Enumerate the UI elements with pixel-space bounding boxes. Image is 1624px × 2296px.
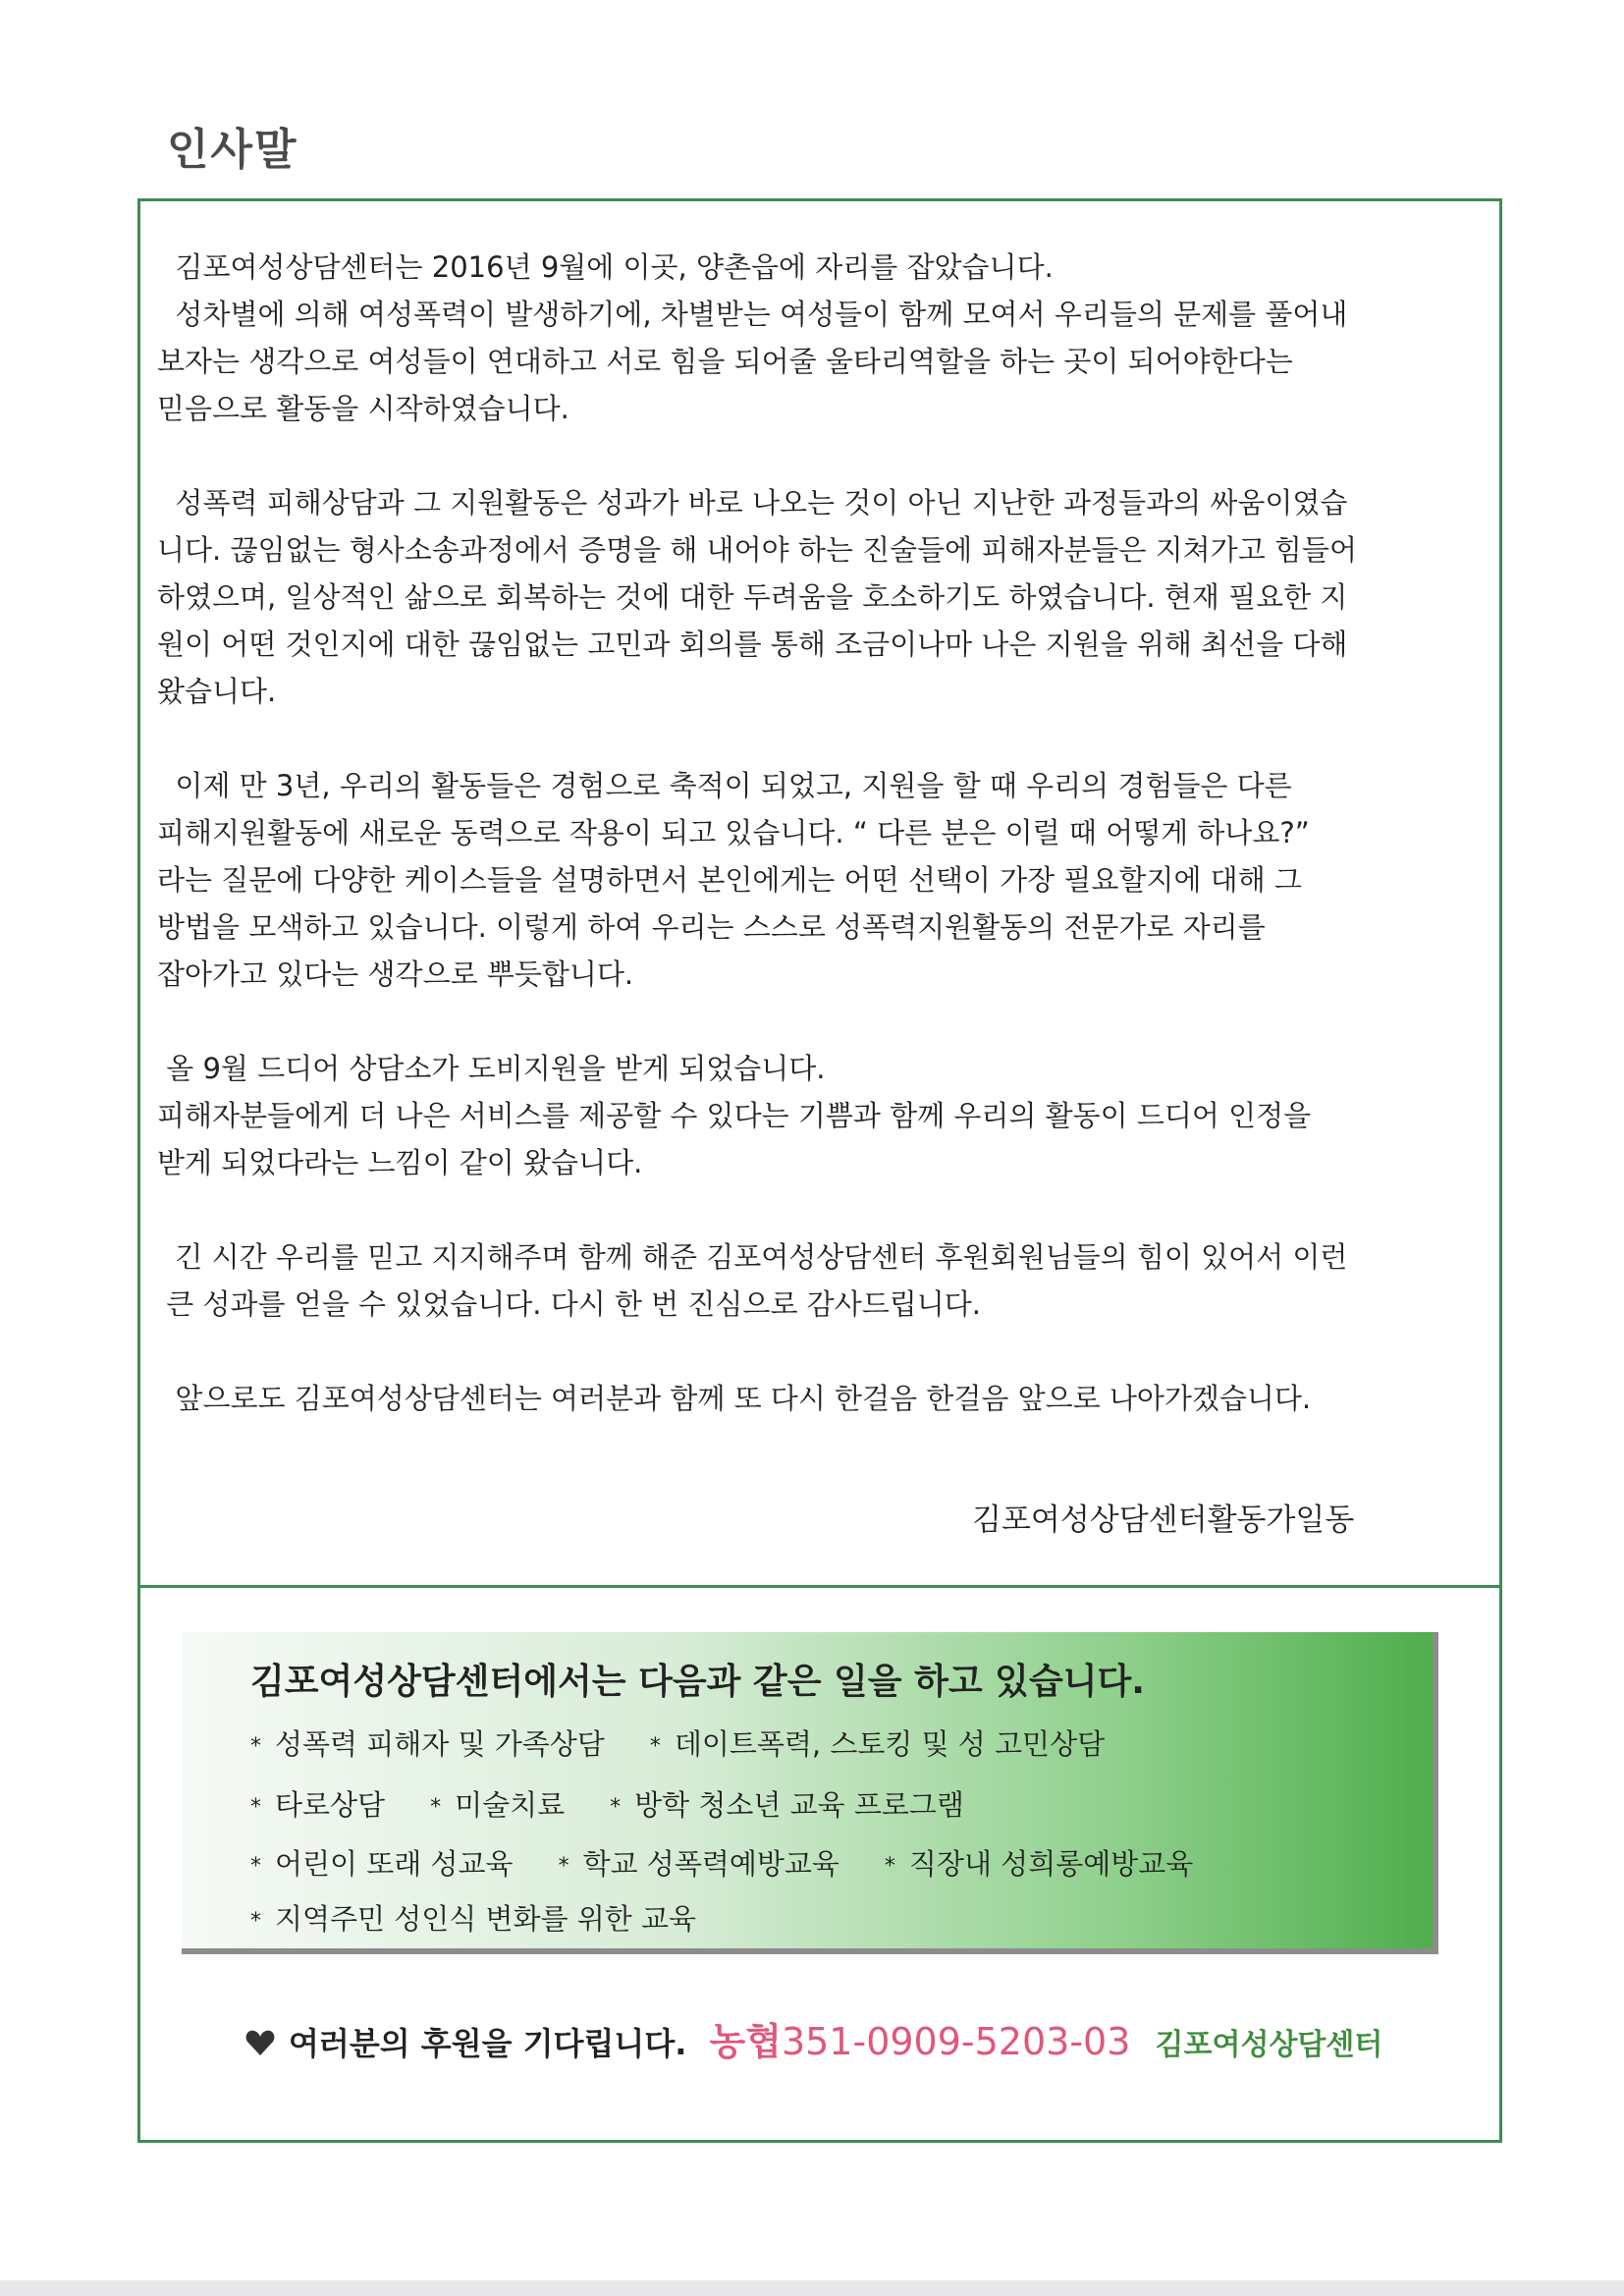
- services-row: [250, 1783, 1009, 1824]
- bullet-icon: *: [610, 1794, 622, 1820]
- letter-signature: 김포여성상담센터활동가일동: [972, 1503, 1355, 1538]
- page-title: 인사말: [167, 125, 298, 175]
- letter-line: 성폭력 피해상담과 그 지원활동은 성과가 바로 나오는 것이 아닌 지난한 과정들과의 싸움이였습: [157, 486, 1348, 519]
- bullet-icon: *: [250, 1733, 261, 1759]
- letter-line: 올 9월 드디어 상담소가 도비지원을 받게 되었습니다.: [157, 1052, 826, 1085]
- services-row: [250, 1897, 741, 1938]
- service-item-label: 직장내 성희롱예방교육: [908, 1847, 1194, 1881]
- letter-line: 긴 시간 우리를 믿고 지지해주며 함께 해준 김포여성상담센터 후원회원님들의 힘이 있어서 이런: [157, 1240, 1348, 1274]
- service-item: [250, 1722, 605, 1763]
- bullet-icon: *: [250, 1853, 261, 1879]
- services-title: 김포여성상담센터에서는 다음과 같은 일을 하고 있습니다.: [250, 1662, 1145, 1702]
- service-item: [650, 1722, 1105, 1763]
- service-item: [250, 1897, 696, 1938]
- service-item-label: 학교 성폭력예방교육: [582, 1847, 839, 1881]
- letter-paragraph: [157, 1233, 1492, 1328]
- donation-line: [245, 2011, 1382, 2065]
- bullet-icon: *: [649, 1733, 661, 1759]
- letter-line: 큰 성과를 얻을 수 있었습니다. 다시 한 번 진심으로 감사드립니다.: [157, 1287, 981, 1321]
- letter-line: 니다. 끊임없는 형사소송과정에서 증명을 해 내어야 하는 진술들에 피해자분들은 지쳐가고 힘들어: [157, 533, 1357, 567]
- letter-line: 피해자분들에게 더 나은 서비스를 제공할 수 있다는 기쁨과 함께 우리의 활동이 드디어 인정을: [157, 1099, 1312, 1132]
- bullet-icon: *: [250, 1794, 261, 1820]
- service-item-label: 타로상담: [275, 1788, 386, 1822]
- services-row: [250, 1842, 1238, 1883]
- service-item-label: 지역주민 성인식 변화를 위한 교육: [275, 1902, 697, 1936]
- letter-line: 피해지원활동에 새로운 동력으로 작용이 되고 있습니다. “ 다른 분은 이럴 때 어떻게 하나요?”: [157, 816, 1310, 849]
- bullet-icon: *: [430, 1794, 442, 1820]
- letter-paragraph: [157, 244, 1492, 432]
- letter-line: 이제 만 3년, 우리의 활동들은 경험으로 축적이 되었고, 지원을 할 때 우리의 경험들은 다른: [157, 769, 1292, 802]
- service-item: [430, 1783, 565, 1824]
- letter-line: 성차별에 의해 여성폭력이 발생하기에, 차별받는 여성들이 함께 모여서 우리들의 문제를 풀어내: [157, 298, 1348, 331]
- bullet-icon: *: [884, 1853, 895, 1879]
- service-item: [885, 1842, 1193, 1883]
- service-item: [610, 1783, 964, 1824]
- donation-text: 여러분의 후원을 기다립니다.: [289, 2025, 687, 2062]
- service-item-label: 데이트폭력, 스토킹 및 성 고민상담: [674, 1727, 1106, 1761]
- donation-account-holder: 김포여성상담센터: [1155, 2028, 1383, 2062]
- heart-icon: [245, 2027, 275, 2064]
- letter-line: 원이 어떤 것인지에 대한 끊임없는 고민과 회의를 통해 조금이나마 나은 지원을 위해 최선을 다해: [157, 628, 1348, 661]
- services-box: [182, 1632, 1438, 1954]
- service-item: [250, 1842, 514, 1883]
- letter-paragraph: [157, 479, 1492, 715]
- letter-line: 김포여성상담센터는 2016년 9월에 이곳, 양촌읍에 자리를 잡았습니다.: [157, 250, 1054, 284]
- service-item-label: 어린이 또래 성교육: [275, 1847, 514, 1881]
- greeting-letter: [157, 244, 1492, 1469]
- letter-line: 왔습니다.: [157, 675, 277, 708]
- letter-line: 잡아가고 있다는 생각으로 뿌듯합니다.: [157, 957, 634, 991]
- letter-line: 앞으로도 김포여성상담센터는 여러분과 함께 또 다시 한걸음 한걸음 앞으로 나아가겠습니다.: [157, 1382, 1312, 1415]
- letter-line: 방법을 모색하고 있습니다. 이렇게 하여 우리는 스스로 성폭력지원활동의 전문가로 자리를: [157, 910, 1266, 944]
- letter-paragraph: [157, 762, 1492, 998]
- service-item: [250, 1783, 385, 1824]
- donation-account-number: 351-0909-5203-03: [781, 2020, 1131, 2063]
- bullet-icon: *: [250, 1908, 261, 1934]
- donation-bank: 농협: [709, 2020, 782, 2063]
- letter-paragraph: [157, 1375, 1492, 1422]
- letter-line: 라는 질문에 다양한 케이스들을 설명하면서 본인에게는 어떤 선택이 가장 필요할지에 대해 그: [157, 863, 1302, 897]
- frame-divider: [137, 1585, 1502, 1588]
- letter-line: 하였으며, 일상적인 삶으로 회복하는 것에 대한 두려움을 호소하기도 하였습니다. 현재 필요한 지: [157, 580, 1348, 614]
- bullet-icon: *: [558, 1853, 569, 1879]
- service-item-label: 방학 청소년 교육 프로그램: [634, 1788, 964, 1822]
- letter-line: 보자는 생각으로 여성들이 연대하고 서로 힘을 되어줄 울타리역할을 하는 곳이 되어야한다는: [157, 345, 1293, 378]
- scan-edge: [0, 2280, 1624, 2296]
- service-item-label: 성폭력 피해자 및 가족상담: [275, 1727, 605, 1761]
- services-row: [250, 1722, 1150, 1763]
- service-item-label: 미술치료: [455, 1788, 566, 1822]
- letter-line: 믿음으로 활동을 시작하였습니다.: [157, 392, 569, 425]
- letter-paragraph: [157, 1045, 1492, 1186]
- letter-line: 받게 되었다라는 느낌이 같이 왔습니다.: [157, 1146, 643, 1179]
- service-item: [559, 1842, 839, 1883]
